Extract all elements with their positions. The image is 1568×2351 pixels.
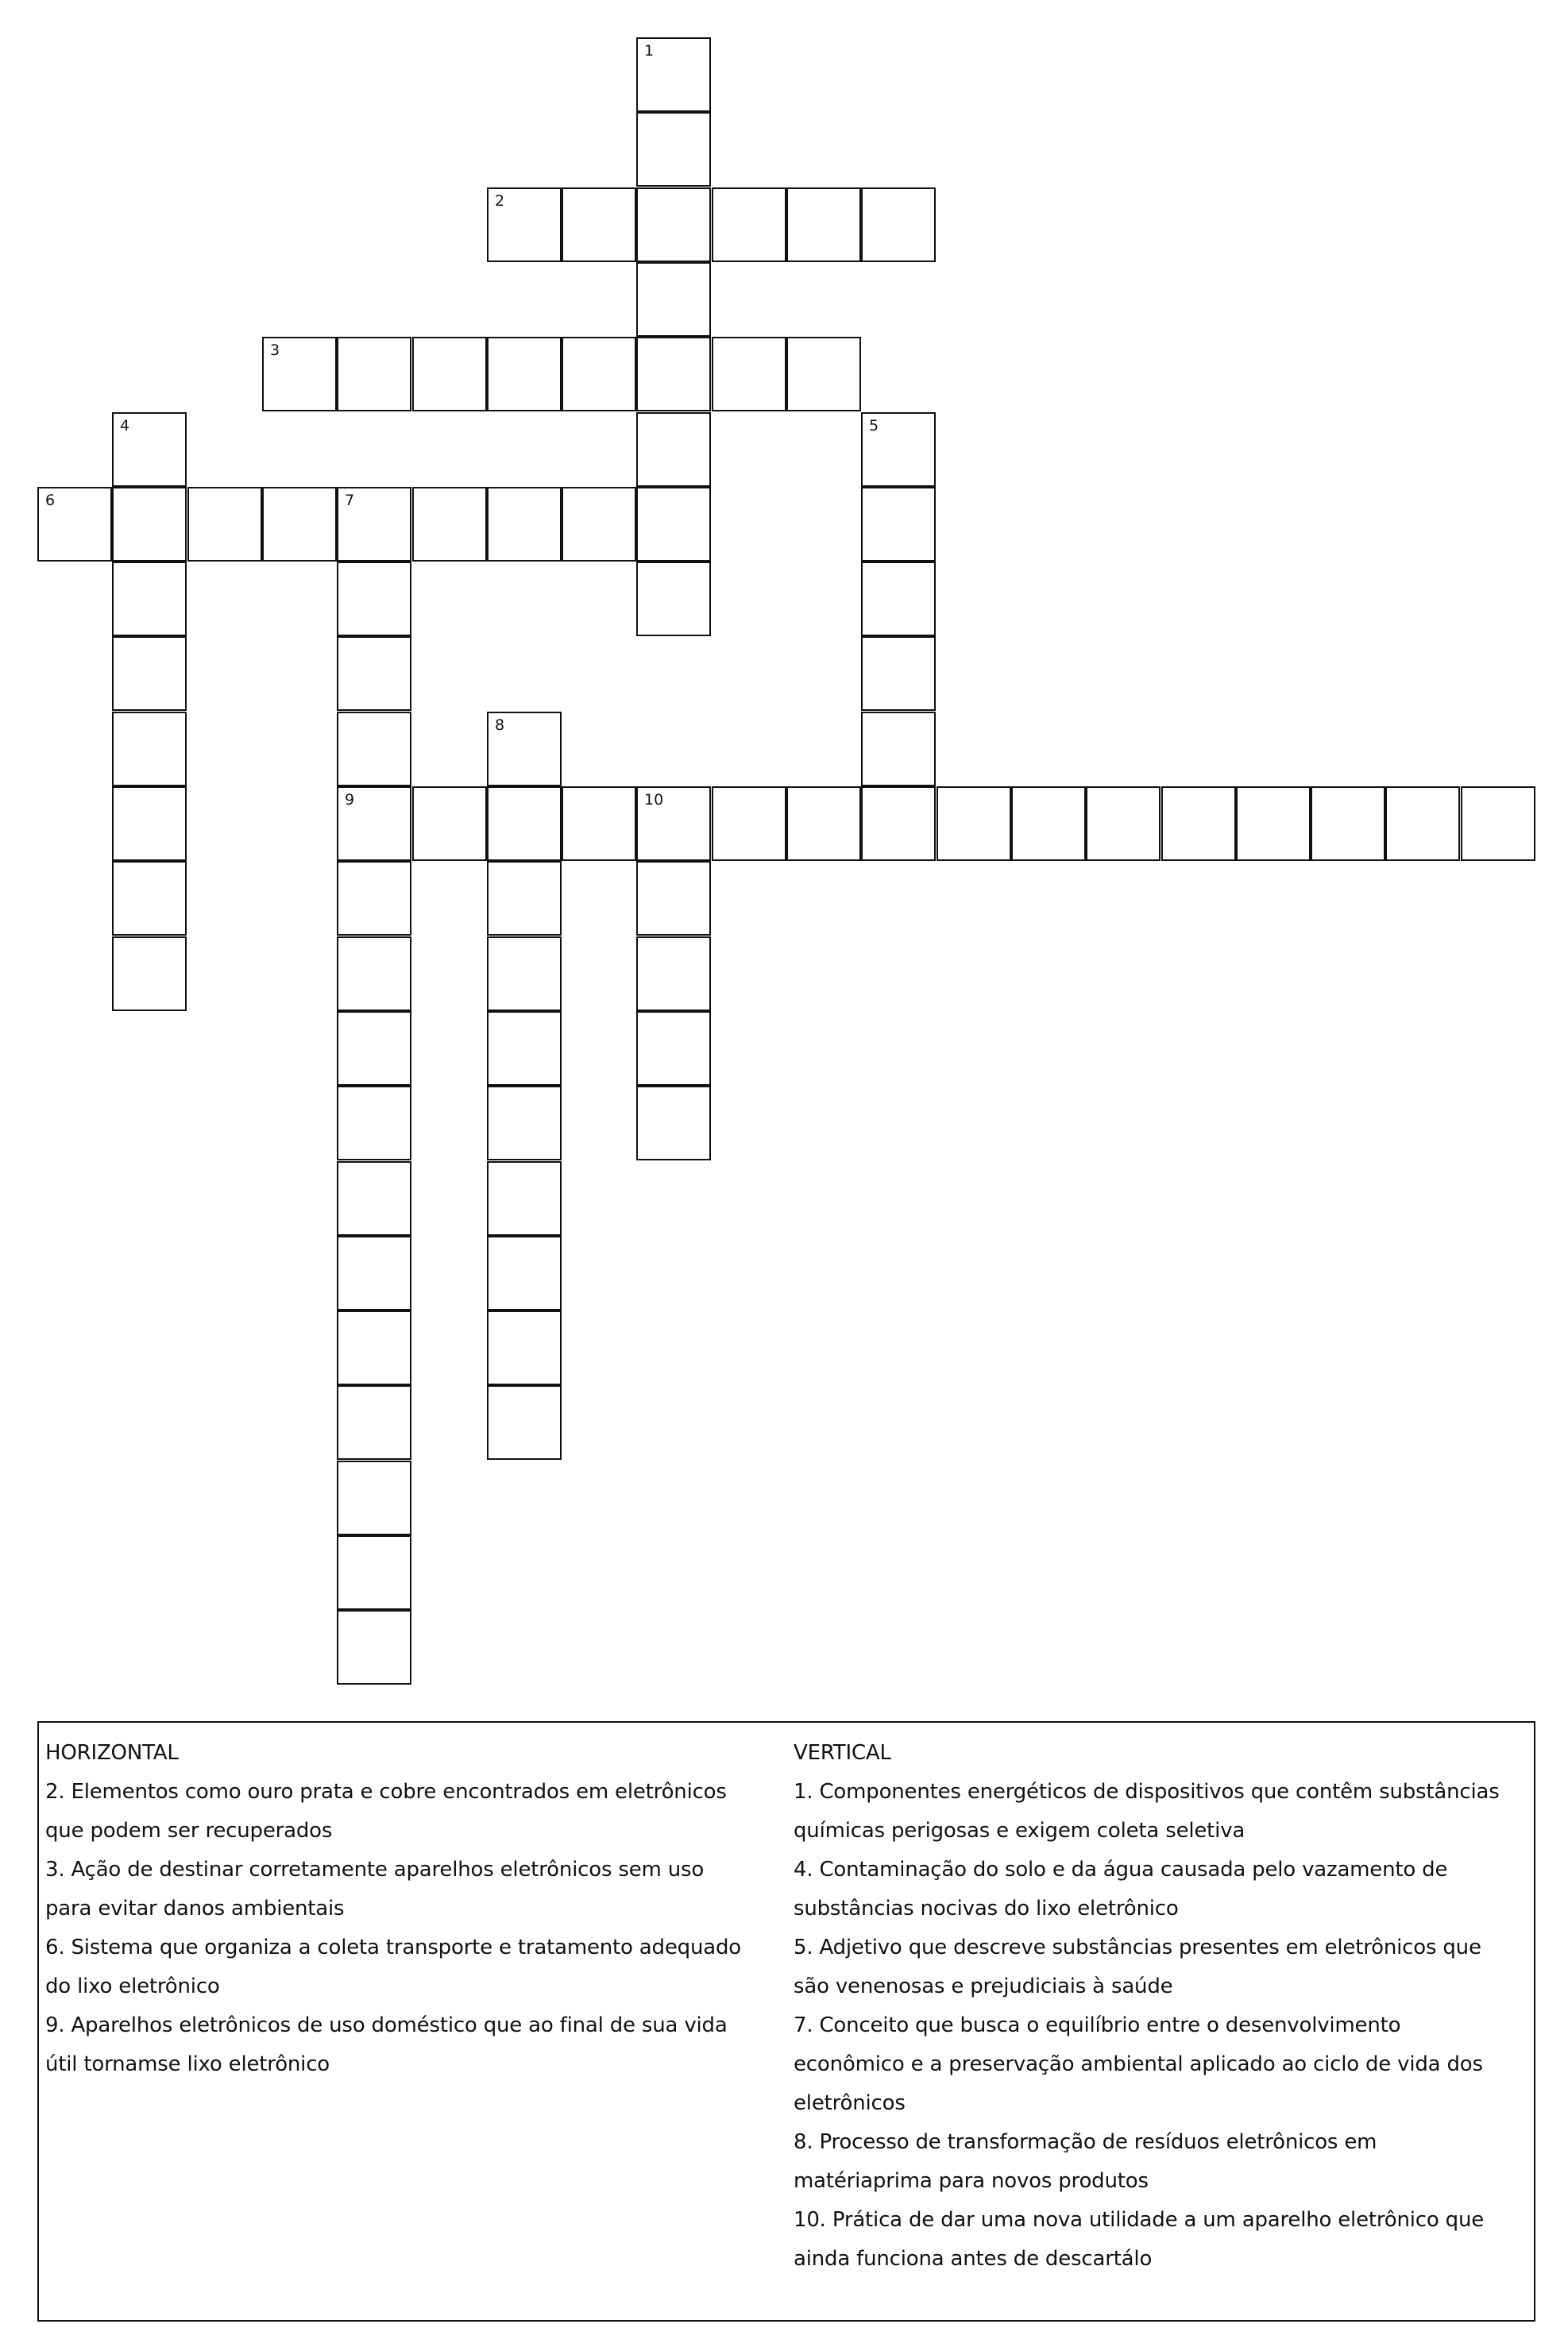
crossword-cell[interactable] bbox=[487, 936, 562, 1011]
crossword-cell[interactable] bbox=[487, 1011, 562, 1086]
crossword-cell[interactable] bbox=[487, 861, 562, 936]
crossword-cell[interactable] bbox=[112, 487, 187, 562]
crossword-cell[interactable] bbox=[412, 786, 487, 861]
horizontal-clue-line: para evitar danos ambientais bbox=[45, 1897, 345, 1921]
crossword-cell[interactable] bbox=[636, 861, 711, 936]
crossword-cell[interactable] bbox=[1236, 786, 1311, 861]
horizontal-clue-line: 6. Sistema que organiza a coleta transporte e tratamento adequado bbox=[45, 1936, 741, 1959]
crossword-cell[interactable] bbox=[1011, 786, 1086, 861]
crossword-cell[interactable] bbox=[487, 187, 562, 262]
crossword-cell[interactable] bbox=[487, 487, 562, 562]
clue-number: 8 bbox=[495, 716, 505, 734]
clue-number: 7 bbox=[345, 492, 355, 509]
crossword-cell[interactable] bbox=[337, 1461, 411, 1535]
crossword-cell[interactable] bbox=[337, 487, 411, 562]
crossword-cell[interactable] bbox=[487, 1311, 562, 1385]
vertical-clue-line: econômico e a preservação ambiental aplicado ao ciclo de vida dos bbox=[794, 2052, 1483, 2076]
crossword-cell[interactable] bbox=[636, 1086, 711, 1160]
horizontal-clue-line: útil tornamse lixo eletrônico bbox=[45, 2052, 330, 2076]
vertical-clue-line: 7. Conceito que busca o equilíbrio entre o desenvolvimento bbox=[794, 2013, 1401, 2037]
crossword-cell[interactable] bbox=[937, 786, 1011, 861]
clue-box bbox=[37, 1721, 1535, 2322]
crossword-cell[interactable] bbox=[487, 337, 562, 411]
horizontal-heading: HORIZONTAL bbox=[45, 1741, 179, 1765]
crossword-cell[interactable] bbox=[636, 412, 711, 487]
clue-number: 6 bbox=[45, 492, 56, 509]
crossword-cell[interactable] bbox=[636, 37, 711, 112]
crossword-cell[interactable] bbox=[636, 337, 711, 411]
crossword-cell[interactable] bbox=[1161, 786, 1236, 861]
crossword-cell[interactable] bbox=[636, 187, 711, 262]
crossword-cell[interactable] bbox=[112, 861, 187, 936]
vertical-clue-line: 10. Prática de dar uma nova utilidade a um aparelho eletrônico que bbox=[794, 2208, 1485, 2232]
crossword-cell[interactable] bbox=[337, 936, 411, 1011]
vertical-heading: VERTICAL bbox=[794, 1741, 891, 1765]
crossword-cell[interactable] bbox=[562, 487, 636, 562]
crossword-cell[interactable] bbox=[337, 1311, 411, 1385]
horizontal-clue-line: do lixo eletrônico bbox=[45, 1975, 220, 1998]
crossword-cell[interactable] bbox=[337, 1236, 411, 1311]
vertical-clue-line: 5. Adjetivo que descreve substâncias presentes em eletrônicos que bbox=[794, 1936, 1481, 1959]
crossword-cell[interactable] bbox=[861, 712, 936, 786]
crossword-cell[interactable] bbox=[786, 337, 861, 411]
crossword-cell[interactable] bbox=[337, 562, 411, 636]
crossword-cell[interactable] bbox=[337, 1535, 411, 1610]
crossword-cell[interactable] bbox=[487, 1236, 562, 1311]
clue-number: 1 bbox=[644, 42, 655, 60]
crossword-cell[interactable] bbox=[337, 786, 411, 861]
crossword-cell[interactable] bbox=[636, 112, 711, 187]
vertical-clues bbox=[794, 1734, 1524, 2279]
crossword-cell[interactable] bbox=[1311, 786, 1385, 861]
crossword-cell[interactable] bbox=[712, 337, 786, 411]
horizontal-clue-line: 3. Ação de destinar corretamente aparelhos eletrônicos sem uso bbox=[45, 1858, 705, 1882]
crossword-cell[interactable] bbox=[1086, 786, 1161, 861]
crossword-cell[interactable] bbox=[562, 337, 636, 411]
clue-number: 5 bbox=[869, 417, 879, 434]
clue-number: 4 bbox=[120, 417, 130, 434]
vertical-clue-line: 1. Componentes energéticos de dispositivos que contêm substâncias bbox=[794, 1780, 1500, 1804]
vertical-clue-line: são venenosas e prejudiciais à saúde bbox=[794, 1975, 1173, 1998]
crossword-cell[interactable] bbox=[861, 562, 936, 636]
crossword-cell[interactable] bbox=[636, 936, 711, 1011]
crossword-cell[interactable] bbox=[861, 412, 936, 487]
crossword-cell[interactable] bbox=[187, 487, 262, 562]
crossword-cell[interactable] bbox=[337, 1610, 411, 1685]
crossword-cell[interactable] bbox=[562, 187, 636, 262]
crossword-cell[interactable] bbox=[412, 337, 487, 411]
crossword-cell[interactable] bbox=[786, 187, 861, 262]
crossword-cell[interactable] bbox=[337, 337, 411, 411]
crossword-cell[interactable] bbox=[1385, 786, 1460, 861]
crossword-cell[interactable] bbox=[112, 786, 187, 861]
crossword-cell[interactable] bbox=[337, 1011, 411, 1086]
crossword-cell[interactable] bbox=[262, 487, 337, 562]
crossword-cell[interactable] bbox=[337, 861, 411, 936]
horizontal-clues bbox=[45, 1734, 776, 2084]
crossword-cell[interactable] bbox=[636, 562, 711, 636]
vertical-clue-line: químicas perigosas e exigem coleta seletiva bbox=[794, 1819, 1246, 1843]
crossword-cell[interactable] bbox=[112, 712, 187, 786]
crossword-cell[interactable] bbox=[487, 712, 562, 786]
clue-number: 10 bbox=[644, 791, 664, 809]
crossword-cell[interactable] bbox=[487, 1086, 562, 1160]
crossword-cell[interactable] bbox=[112, 636, 187, 711]
crossword-cell[interactable] bbox=[636, 786, 711, 861]
crossword-cell[interactable] bbox=[786, 786, 861, 861]
vertical-clue-line: eletrônicos bbox=[794, 2091, 906, 2115]
horizontal-clue-line: 9. Aparelhos eletrônicos de uso doméstico que ao final de sua vida bbox=[45, 2013, 728, 2037]
crossword-cell[interactable] bbox=[337, 1086, 411, 1160]
crossword-cell[interactable] bbox=[37, 487, 112, 562]
vertical-clue-line: matériaprima para novos produtos bbox=[794, 2169, 1149, 2193]
horizontal-clue-line: 2. Elementos como ouro prata e cobre encontrados em eletrônicos bbox=[45, 1780, 727, 1804]
vertical-clue-line: substâncias nocivas do lixo eletrônico bbox=[794, 1897, 1179, 1921]
crossword-cell[interactable] bbox=[861, 487, 936, 562]
crossword-cell[interactable] bbox=[861, 187, 936, 262]
crossword-cell[interactable] bbox=[112, 412, 187, 487]
crossword-cell[interactable] bbox=[712, 786, 786, 861]
crossword-cell[interactable] bbox=[487, 786, 562, 861]
crossword-cell[interactable] bbox=[112, 562, 187, 636]
crossword-cell[interactable] bbox=[861, 636, 936, 711]
crossword-cell[interactable] bbox=[636, 262, 711, 337]
crossword-cell[interactable] bbox=[337, 1385, 411, 1460]
crossword-cell[interactable] bbox=[636, 1011, 711, 1086]
crossword-cell[interactable] bbox=[861, 786, 936, 861]
crossword-cell[interactable] bbox=[412, 487, 487, 562]
crossword-cell[interactable] bbox=[636, 487, 711, 562]
clue-number: 2 bbox=[495, 192, 505, 210]
crossword-cell[interactable] bbox=[1461, 786, 1535, 861]
crossword-cell[interactable] bbox=[487, 1161, 562, 1236]
crossword-cell[interactable] bbox=[562, 786, 636, 861]
crossword-cell[interactable] bbox=[712, 187, 786, 262]
vertical-clue-line: 4. Contaminação do solo e da água causada pelo vazamento de bbox=[794, 1858, 1448, 1882]
vertical-clue-line: ainda funciona antes de descartálo bbox=[794, 2247, 1153, 2271]
horizontal-clue-line: que podem ser recuperados bbox=[45, 1819, 333, 1843]
clue-number: 3 bbox=[270, 342, 280, 359]
crossword-cell[interactable] bbox=[262, 337, 337, 411]
crossword-cell[interactable] bbox=[487, 1385, 562, 1460]
crossword-cell[interactable] bbox=[112, 936, 187, 1011]
clue-number: 9 bbox=[345, 791, 355, 809]
crossword-cell[interactable] bbox=[337, 636, 411, 711]
vertical-clue-line: 8. Processo de transformação de resíduos eletrônicos em bbox=[794, 2130, 1377, 2154]
crossword-cell[interactable] bbox=[337, 712, 411, 786]
crossword-cell[interactable] bbox=[337, 1161, 411, 1236]
